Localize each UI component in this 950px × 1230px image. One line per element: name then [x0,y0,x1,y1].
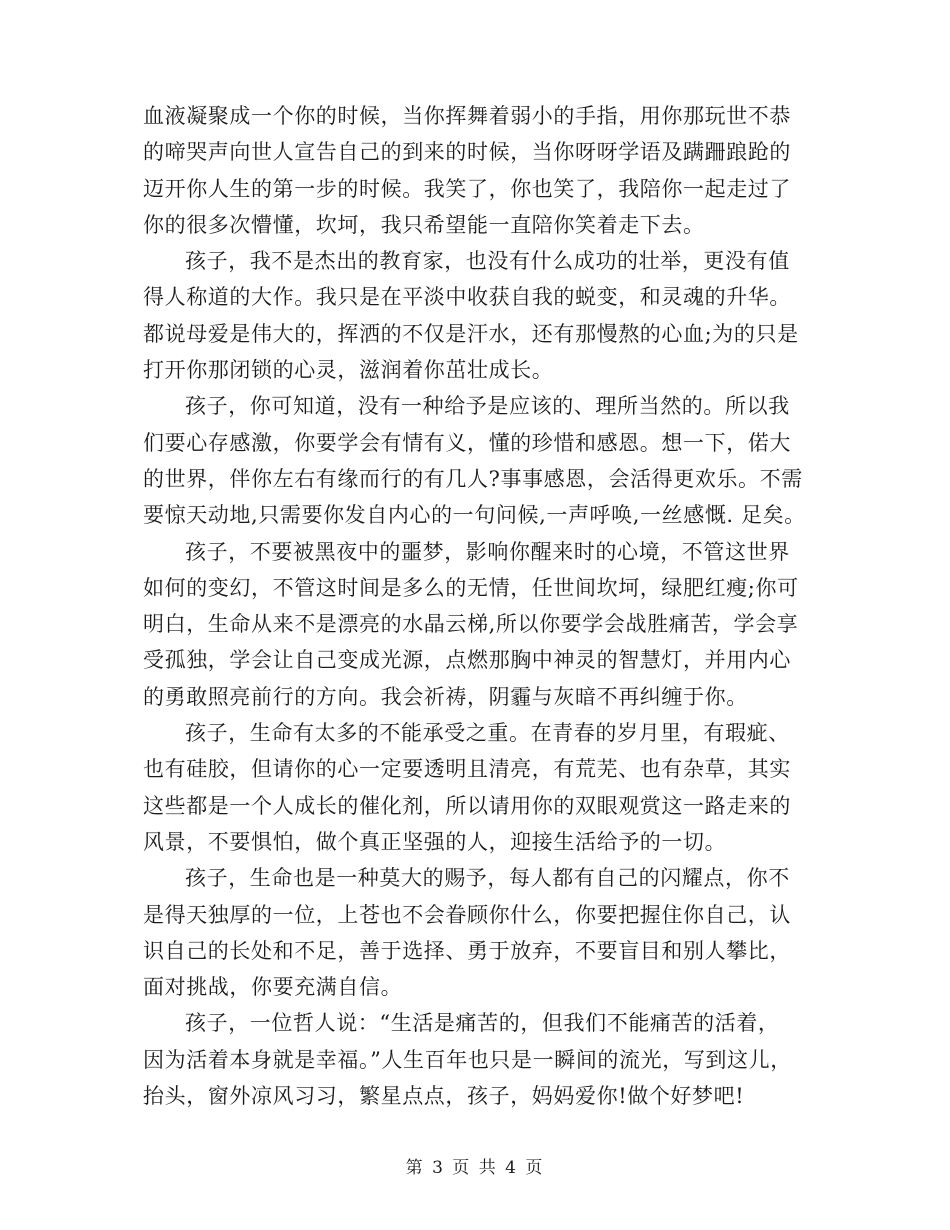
paragraph [143,388,823,533]
paragraph [143,860,823,1005]
text-line: 的勇敢照亮前行的方向。我会祈祷，阴霾与灰暗不再纠缠于你。 [143,684,748,709]
text-line: 的世界，伴你左右有缘而行的有几人?事事感恩，会活得更欢乐。不需 [143,466,803,491]
text-line: 的啼哭声向世人宣告自己的到来的时候，当你呀呀学语及蹒跚踉跄的 [143,140,791,165]
paragraph [143,534,823,715]
text-line: 都说母爱是伟大的，挥洒的不仅是汗水，还有那慢熬的心血;为的只是 [143,321,799,346]
text-line: 如何的变幻，不管这时间是多么的无情，任世间坎坷，绿肥红瘦;你可 [143,575,799,600]
paragraph [143,1005,823,1114]
text-line: 孩子，我不是杰出的教育家，也没有什么成功的壮举，更没有值 [185,249,790,274]
text-line: 识自己的长处和不足，善于选择、勇于放弃，不要盲目和别人攀比， [143,938,791,963]
text-line: 要惊天动地,只需要你发自内心的一句问候,一声呼唤,一丝感慨. 足矣。 [143,503,806,528]
paragraph [143,98,823,243]
document-body [143,98,823,1114]
text-line: 孩子，不要被黑夜中的噩梦，影响你醒来时的心境，不管这世界 [185,539,790,564]
text-line: 因为活着本身就是幸福。”人生百年也只是一瞬间的流光，写到这儿， [143,1047,792,1072]
text-line: 打开你那闭锁的心灵，滋润着你茁壮成长。 [143,358,554,383]
text-line: 你的很多次懵懂，坎坷，我只希望能一直陪你笑着走下去。 [143,212,705,237]
text-line: 迈开你人生的第一步的时候。我笑了，你也笑了，我陪你一起走过了 [143,176,791,201]
text-line: 是得天独厚的一位，上苍也不会眷顾你什么，你要把握住你自己，认 [143,902,791,927]
text-line: 也有硅胶，但请你的心一定要透明且清亮，有荒芜、也有杂草，其实 [143,757,791,782]
paragraph [143,243,823,388]
text-line: 孩子，生命也是一种莫大的赐予，每人都有自己的闪耀点，你不 [185,866,790,891]
text-line: 孩子，你可知道，没有一种给予是应该的、理所当然的。所以我 [185,394,790,419]
text-line: 得人称道的大作。我只是在平淡中收获自我的蜕变，和灵魂的升华。 [143,285,791,310]
text-line: 们要心存感激，你要学会有情有义，懂的珍惜和感恩。想一下，偌大 [143,430,791,455]
page-number: 第 3 页 共 4 页 [405,1158,545,1178]
text-line: 孩子，生命有太多的不能承受之重。在青春的岁月里，有瑕疵、 [185,721,790,746]
text-line: 这些都是一个人成长的催化剂，所以请用你的双眼观赏这一路走来的 [143,793,791,818]
text-line: 风景，不要惧怕，做个真正坚强的人，迎接生活给予的一切。 [143,829,727,854]
text-line: 面对挑战，你要充满自信。 [143,975,403,1000]
text-line: 受孤独，学会让自己变成光源，点燃那胸中神灵的智慧灯，并用内心 [143,648,791,673]
text-line: 血液凝聚成一个你的时候，当你挥舞着弱小的手指，用你那玩世不恭 [143,104,791,128]
text-line: 明白，生命从来不是漂亮的水晶云梯,所以你要学会战胜痛苦，学会享 [143,612,799,637]
paragraph [143,715,823,860]
text-line: 抬头，窗外凉风习习，繁星点点，孩子，妈妈爱你!做个好梦吧! [143,1084,745,1109]
text-line: 孩子，一位哲人说：“生活是痛苦的，但我们不能痛苦的活着， [185,1011,780,1036]
